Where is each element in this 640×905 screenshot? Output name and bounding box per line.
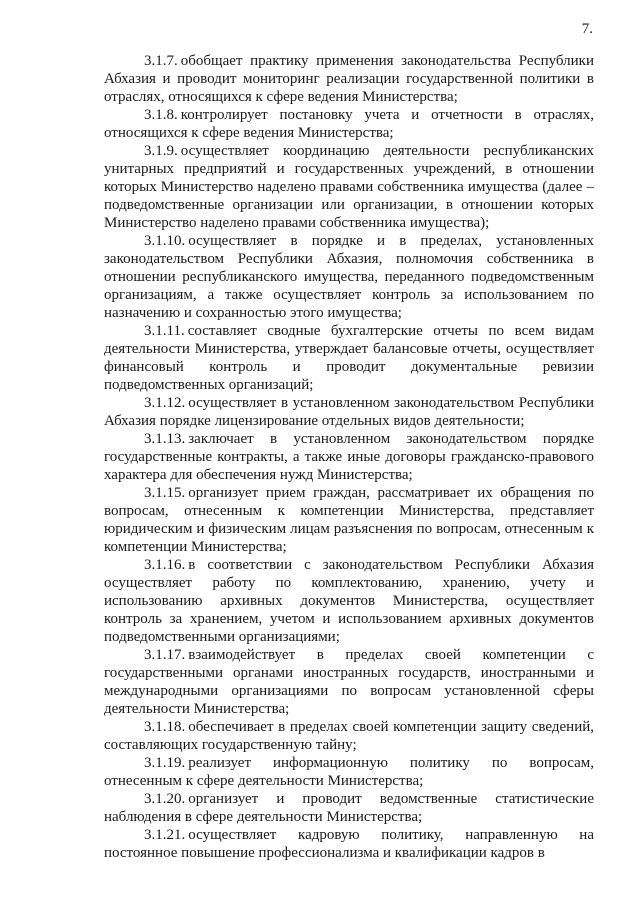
clause-number: 3.1.17. — [144, 647, 186, 663]
clause-text: заключает в установленном законодательством порядке государственные контракты, а также иные договоры гражданско-правового характера для обеспечения нужд Министерства; — [104, 431, 594, 483]
clause-text: осуществляет в установленном законодательством Республики Абхазия порядке лицензирование отдельных видов деятельности; — [104, 395, 594, 429]
clause-text: осуществляет в порядке и в пределах, установленных законодательством Республики Абхазия, полномочия собственника в отношении республиканского имущества, переданного подведомственным организациям, а также осуществляет контроль за использованием по назначению и сохранностью этого имущества; — [104, 233, 594, 321]
paragraph-3-1-8 — [104, 106, 594, 142]
clause-number: 3.1.9. — [144, 143, 178, 159]
paragraph-3-1-10 — [104, 232, 594, 322]
clause-number: 3.1.10. — [144, 233, 186, 249]
paragraph-3-1-20 — [104, 790, 594, 826]
clause-text: контролирует постановку учета и отчетности в отраслях, относящихся к сфере ведения Министерства; — [104, 107, 594, 141]
clause-text: осуществляет координацию деятельности республиканских унитарных предприятий и государственных учреждений, в отношении которых Министерство наделено правами собственника имущества (далее – подведомственные организации или организации, в отношении которых Министерство наделено правами собственника имущества); — [104, 143, 594, 231]
paragraph-3-1-13 — [104, 430, 594, 484]
paragraph-3-1-12 — [104, 394, 594, 430]
clause-number: 3.1.16. — [144, 557, 186, 573]
clause-number: 3.1.19. — [144, 755, 186, 771]
clause-number: 3.1.18. — [144, 719, 186, 735]
page-number: 7. — [581, 21, 593, 37]
clause-number: 3.1.21. — [144, 827, 186, 843]
paragraph-3-1-7 — [104, 52, 594, 106]
clause-number: 3.1.15. — [144, 485, 186, 501]
clause-text: реализует информационную политику по вопросам, отнесенным к сфере деятельности Министерства; — [104, 755, 594, 789]
clause-number: 3.1.20. — [144, 791, 186, 807]
paragraph-3-1-19 — [104, 754, 594, 790]
paragraph-3-1-21 — [104, 826, 594, 862]
paragraph-3-1-18 — [104, 718, 594, 754]
clause-text: взаимодействует в пределах своей компетенции с государственными органами иностранных государств, иностранными и международными организациями по вопросам установленной сферы деятельности Министерства; — [104, 647, 594, 717]
clause-text: организует и проводит ведомственные статистические наблюдения в сфере деятельности Министерства; — [104, 791, 594, 825]
clause-number: 3.1.7. — [144, 53, 178, 69]
paragraph-3-1-9 — [104, 142, 594, 232]
paragraph-3-1-11 — [104, 322, 594, 394]
paragraph-3-1-17 — [104, 646, 594, 718]
clause-text: составляет сводные бухгалтерские отчеты по всем видам деятельности Министерства, утверждает балансовые отчеты, осуществляет финансовый контроль и проводит документальные ревизии подведомственных организаций; — [104, 323, 594, 393]
clause-text: обобщает практику применения законодательства Республики Абхазия и проводит мониторинг реализации государственной политики в отраслях, относящихся к сфере ведения Министерства; — [104, 53, 594, 105]
paragraph-3-1-15 — [104, 484, 594, 556]
clause-number: 3.1.11. — [144, 323, 185, 339]
document-body — [104, 52, 594, 862]
clause-text: в соответствии с законодательством Республики Абхазия осуществляет работу по комплектованию, хранению, учету и использованию архивных документов Министерства, осуществляет контроль за хранением, учетом и использованием архивных документов подведомственными организациями; — [104, 557, 594, 645]
clause-number: 3.1.12. — [144, 395, 186, 411]
paragraph-3-1-16 — [104, 556, 594, 646]
clause-text: обеспечивает в пределах своей компетенции защиту сведений, составляющих государственную тайну; — [104, 719, 594, 753]
clause-number: 3.1.8. — [144, 107, 178, 123]
clause-text: организует прием граждан, рассматривает их обращения по вопросам, отнесенным к компетенции Министерства, представляет юридическим и физическим лицам разъяснения по вопросам, отнесенным к компетенции Министерства; — [104, 485, 594, 555]
clause-text: осуществляет кадровую политику, направленную на постоянное повышение профессионализма и квалификации кадров в — [104, 827, 594, 861]
clause-number: 3.1.13. — [144, 431, 186, 447]
